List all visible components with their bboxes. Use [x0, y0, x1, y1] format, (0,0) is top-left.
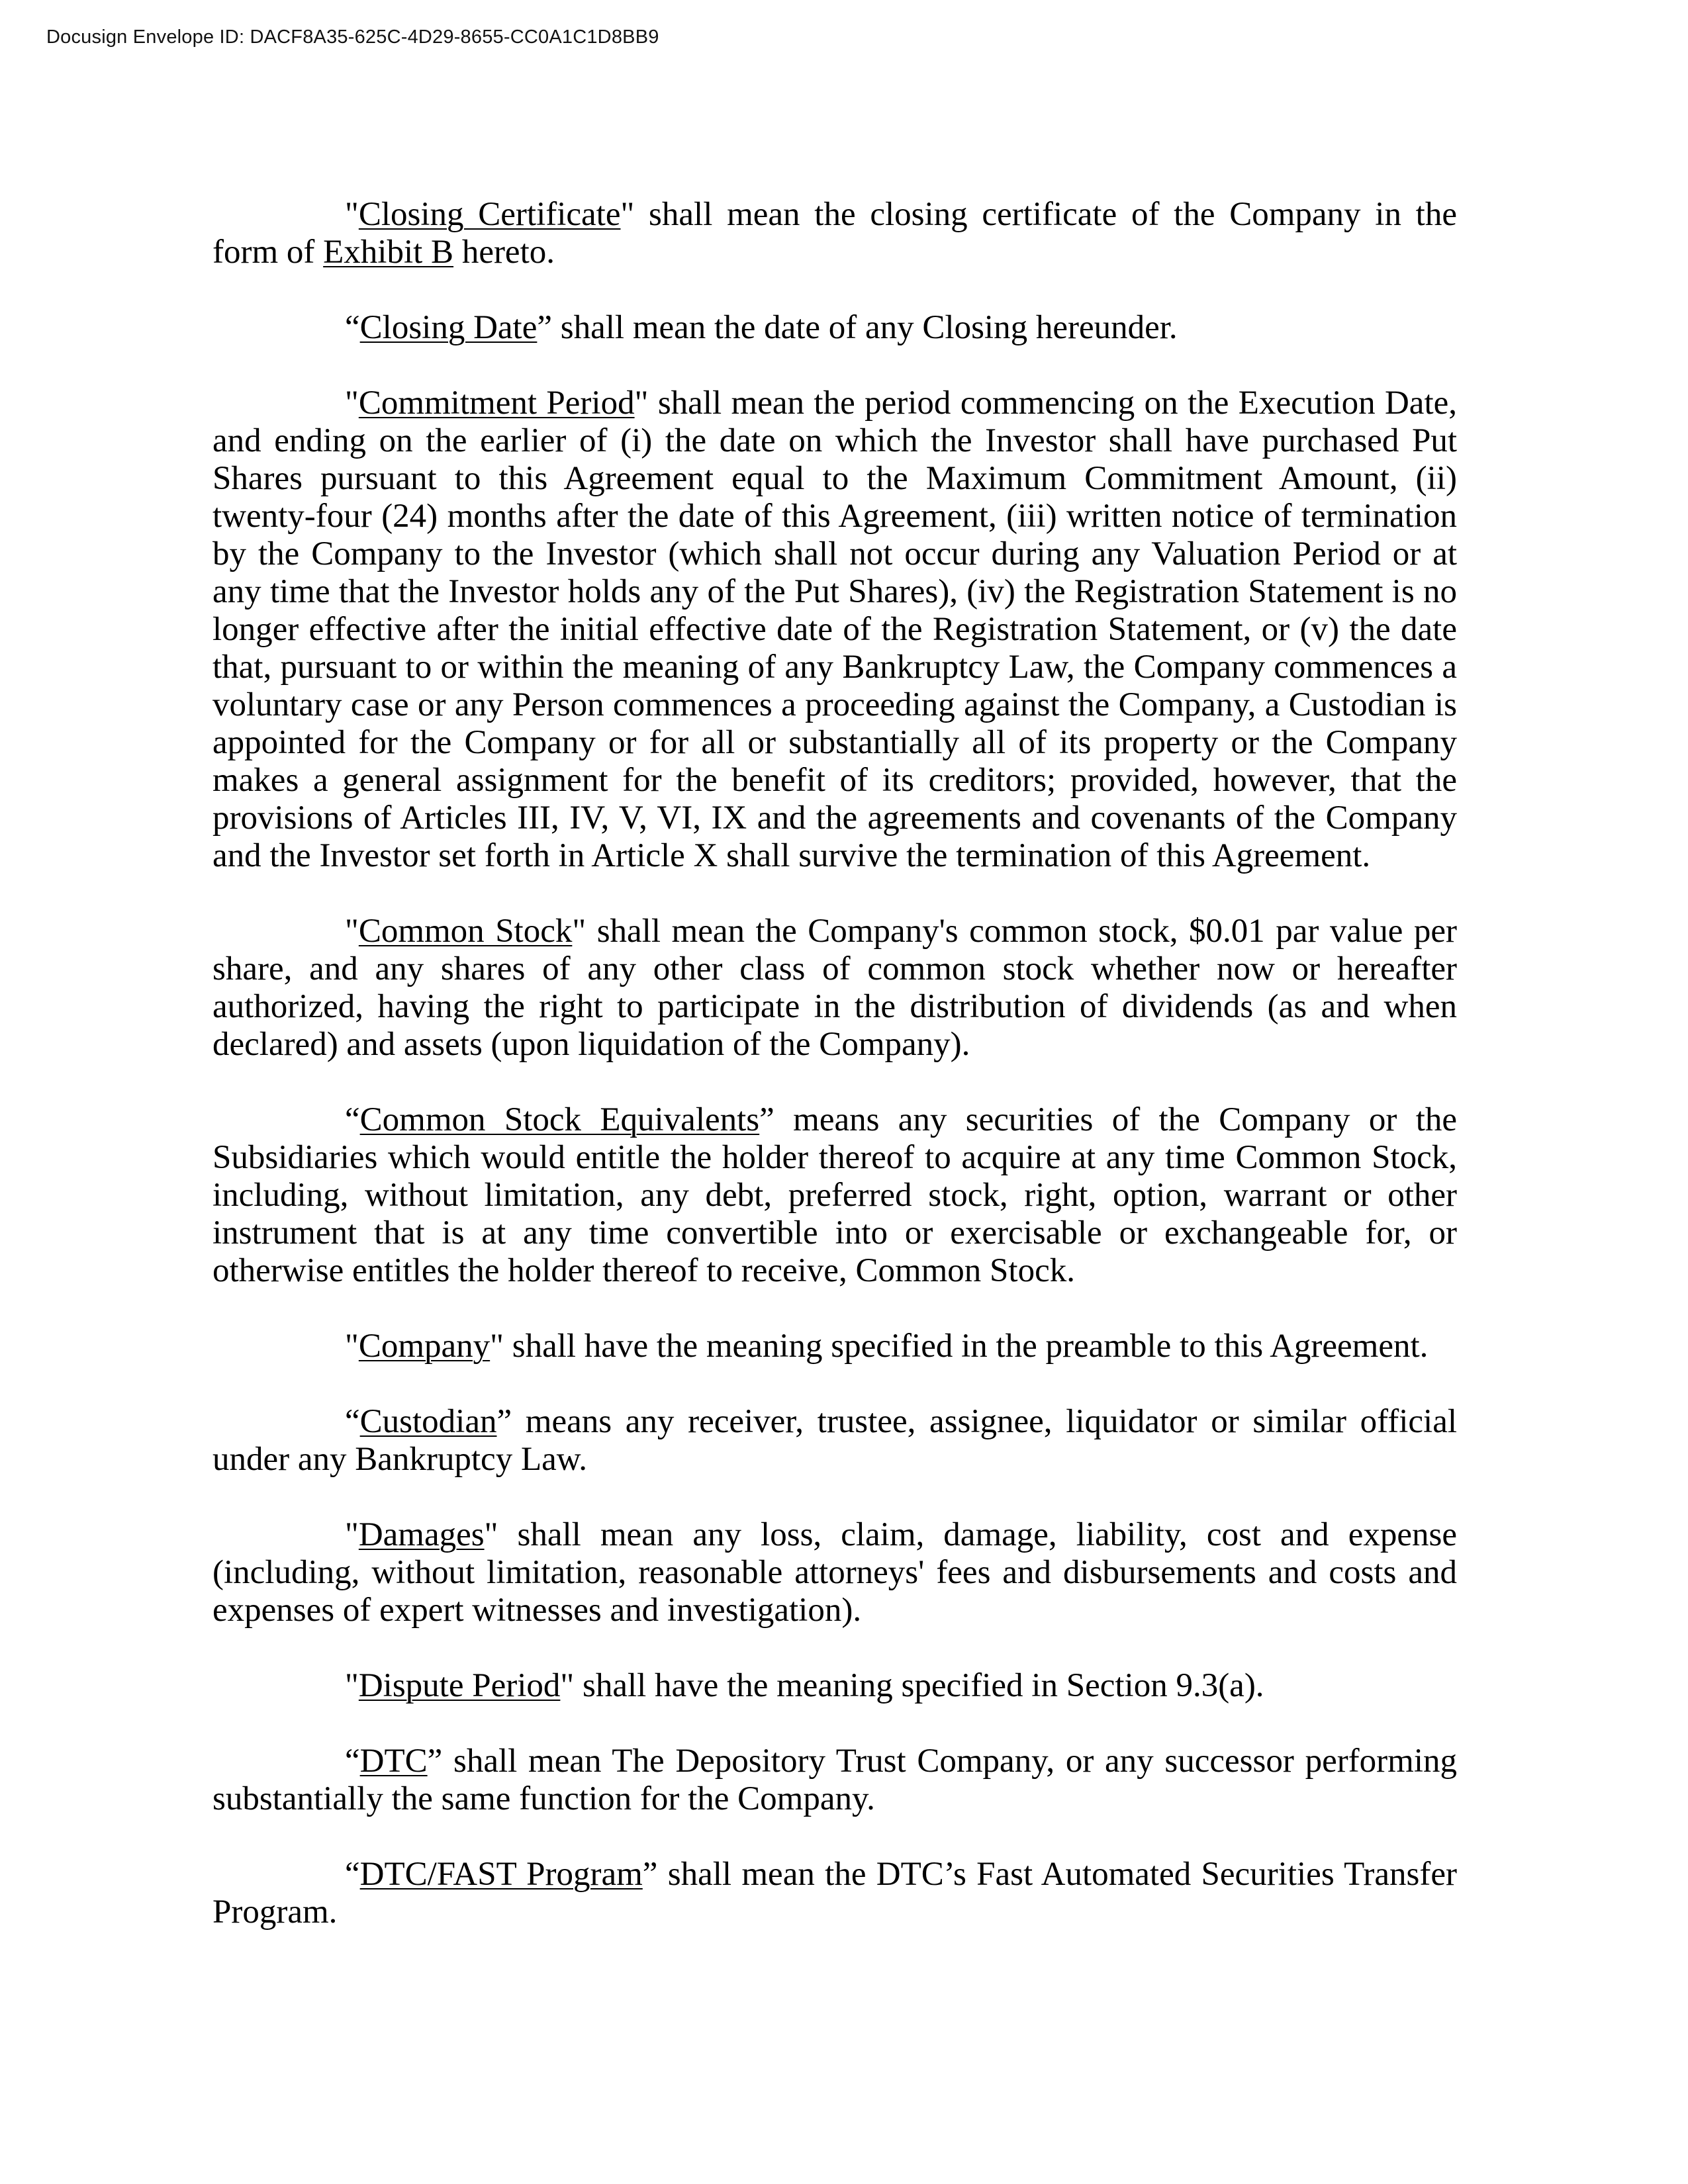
defined-term: Closing Certificate [358, 196, 621, 233]
definition-common-stock-equivalents: “Common Stock Equivalents” means any securities of the Company or the Subsidiaries which would entitle the holder thereof to acquire at any time Common Stock, including, without limitation, any debt, preferred stock, right, option, warrant or other instrument that is at any time convertible into or exercisable or exchangeable for, or otherwise entitles the holder thereof to receive, Common Stock. [212, 1101, 1458, 1289]
definition-closing-date: “Closing Date” shall mean the date of any Closing hereunder. [345, 309, 1178, 346]
defined-term: DTC [359, 1743, 428, 1780]
definition-text: shall mean the period commencing on the Execution Date, and ending on the earlier of (i) the date on which the Investor shall have purchased Put Shares pursuant to this Agreement equal to the Maximum Commitment Amount, (ii) twenty-four (24) months after the date of this Agreement, (iii) written notice of termination by the Company to the Investor (which shall not occur during any Valuation Period or at any time that the Investor holds any of the Put Shares), (iv) the Registration Statement is no longer effective after the initial effective date of the Registration Statement, or (v) the date that, pursuant to or within the meaning of any Bankruptcy Law, the Company commences a voluntary case or any Person commences a proceeding against the Company, a Custodian is appointed for the Company or for all or substantially all of its property or the Company makes a general assignment for the benefit of its creditors; provided, however, that the provisions of Articles III, IV, V, VI, IX and the agreements and covenants of the Company and the Investor set forth in Article X shall survive the termination of this Agreement. [212, 385, 1458, 874]
definition-company: "Company" shall have the meaning specified in the preamble to this Agreement. [345, 1328, 1429, 1365]
definition-text: means any receiver, trustee, assignee, liquidator or similar official under any Bankruptcy Law. [212, 1403, 1457, 1478]
definition-dtc-fast-program: “DTC/FAST Program” shall mean the DTC’s Fast Automated Securities Transfer Program. [212, 1856, 1457, 1931]
definition-commitment-period: "Commitment Period" shall mean the period commencing on the Execution Date, and ending on the earlier of (i) the date on which the Investor shall have purchased Put Shares pursuant to this Agreement equal to the Maximum Commitment Amount, (ii) twenty-four (24) months after the date of this Agreement, (iii) written notice of termination by the Company to the Investor (which shall not occur during any Valuation Period or at any time that the Investor holds any of the Put Shares), (iv) the Registration Statement is no longer effective after the initial effective date of the Registration Statement, or (v) the date that, pursuant to or within the meaning of any Bankruptcy Law, the Company commences a voluntary case or any Person commences a proceeding against the Company, a Custodian is appointed for the Company or for all or substantially all of its property or the Company makes a general assignment for the benefit of its creditors; provided, however, that the provisions of Articles III, IV, V, VI, IX and the agreements and covenants of the Company and the Investor set forth in Article X shall survive the termination of this Agreement. [212, 385, 1458, 874]
definition-text: shall have the meaning specified in Section 9.3(a). [574, 1667, 1264, 1704]
definition-text: shall mean the closing certificate of the Company in the form of [212, 196, 1457, 271]
document-body [212, 196, 1457, 1969]
definition-dtc: “DTC” shall mean The Depository Trust Company, or any successor performing substantially the same function for the Company. [212, 1743, 1457, 1817]
definition-damages: "Damages" shall mean any loss, claim, damage, liability, cost and expense (including, without limitation, reasonable attorneys' fees and disbursements and costs and expenses of expert witnesses and investigation). [212, 1516, 1457, 1629]
definition-closing-certificate: "Closing Certificate" shall mean the closing certificate of the Company in the form of Exhibit B hereto. [212, 196, 1457, 271]
definition-dispute-period: "Dispute Period" shall have the meaning specified in Section 9.3(a). [345, 1667, 1264, 1704]
defined-term: Damages [358, 1516, 485, 1553]
defined-term: Common Stock Equivalents [359, 1101, 760, 1138]
definition-text: shall have the meaning specified in the preamble to this Agreement. [503, 1328, 1429, 1365]
definition-common-stock: "Common Stock" shall mean the Company's common stock, $0.01 par value per share, and any shares of any other class of common stock whether now or hereafter authorized, having the right to participate in the distribution of dividends (as and when declared) and assets (upon liquidation of the Company). [212, 913, 1457, 1063]
defined-term: Custodian [359, 1403, 497, 1440]
defined-term: Common Stock [358, 913, 573, 950]
envelope-id: Docusign Envelope ID: DACF8A35-625C-4D29-8655-CC0A1C1D8BB9 [46, 26, 659, 48]
definition-custodian: “Custodian” means any receiver, trustee, assignee, liquidator or similar official under any Bankruptcy Law. [212, 1403, 1457, 1478]
definition-text: shall mean the date of any Closing hereunder. [552, 309, 1178, 346]
defined-term: Closing Date [359, 309, 538, 346]
defined-term: DTC/FAST Program [359, 1856, 643, 1893]
definition-text: shall mean The Depository Trust Company, or any successor performing substantially the same function for the Company. [212, 1743, 1457, 1817]
definition-text: shall mean the DTC’s Fast Automated Securities Transfer Program. [212, 1856, 1457, 1931]
defined-term: Company [358, 1328, 491, 1365]
definition-text: shall mean any loss, claim, damage, liability, cost and expense (including, without limitation, reasonable attorneys' fees and disbursements and costs and expenses of expert witnesses and investigation). [212, 1516, 1457, 1629]
exhibit-reference: Exhibit B [323, 234, 454, 271]
defined-term: Dispute Period [358, 1667, 561, 1704]
definition-text: shall mean the Company's common stock, $0.01 par value per share, and any shares of any other class of common stock whether now or hereafter authorized, having the right to participate in the distribution of dividends (as and when declared) and assets (upon liquidation of the Company). [212, 913, 1457, 1063]
defined-term: Commitment Period [358, 385, 635, 422]
definition-text: means any securities of the Company or the Subsidiaries which would entitle the holder thereof to acquire at any time Common Stock, including, without limitation, any debt, preferred stock, right, option, warrant or other instrument that is at any time convertible into or exercisable or exchangeable for, or otherwise entitles the holder thereof to receive, Common Stock. [212, 1101, 1458, 1289]
